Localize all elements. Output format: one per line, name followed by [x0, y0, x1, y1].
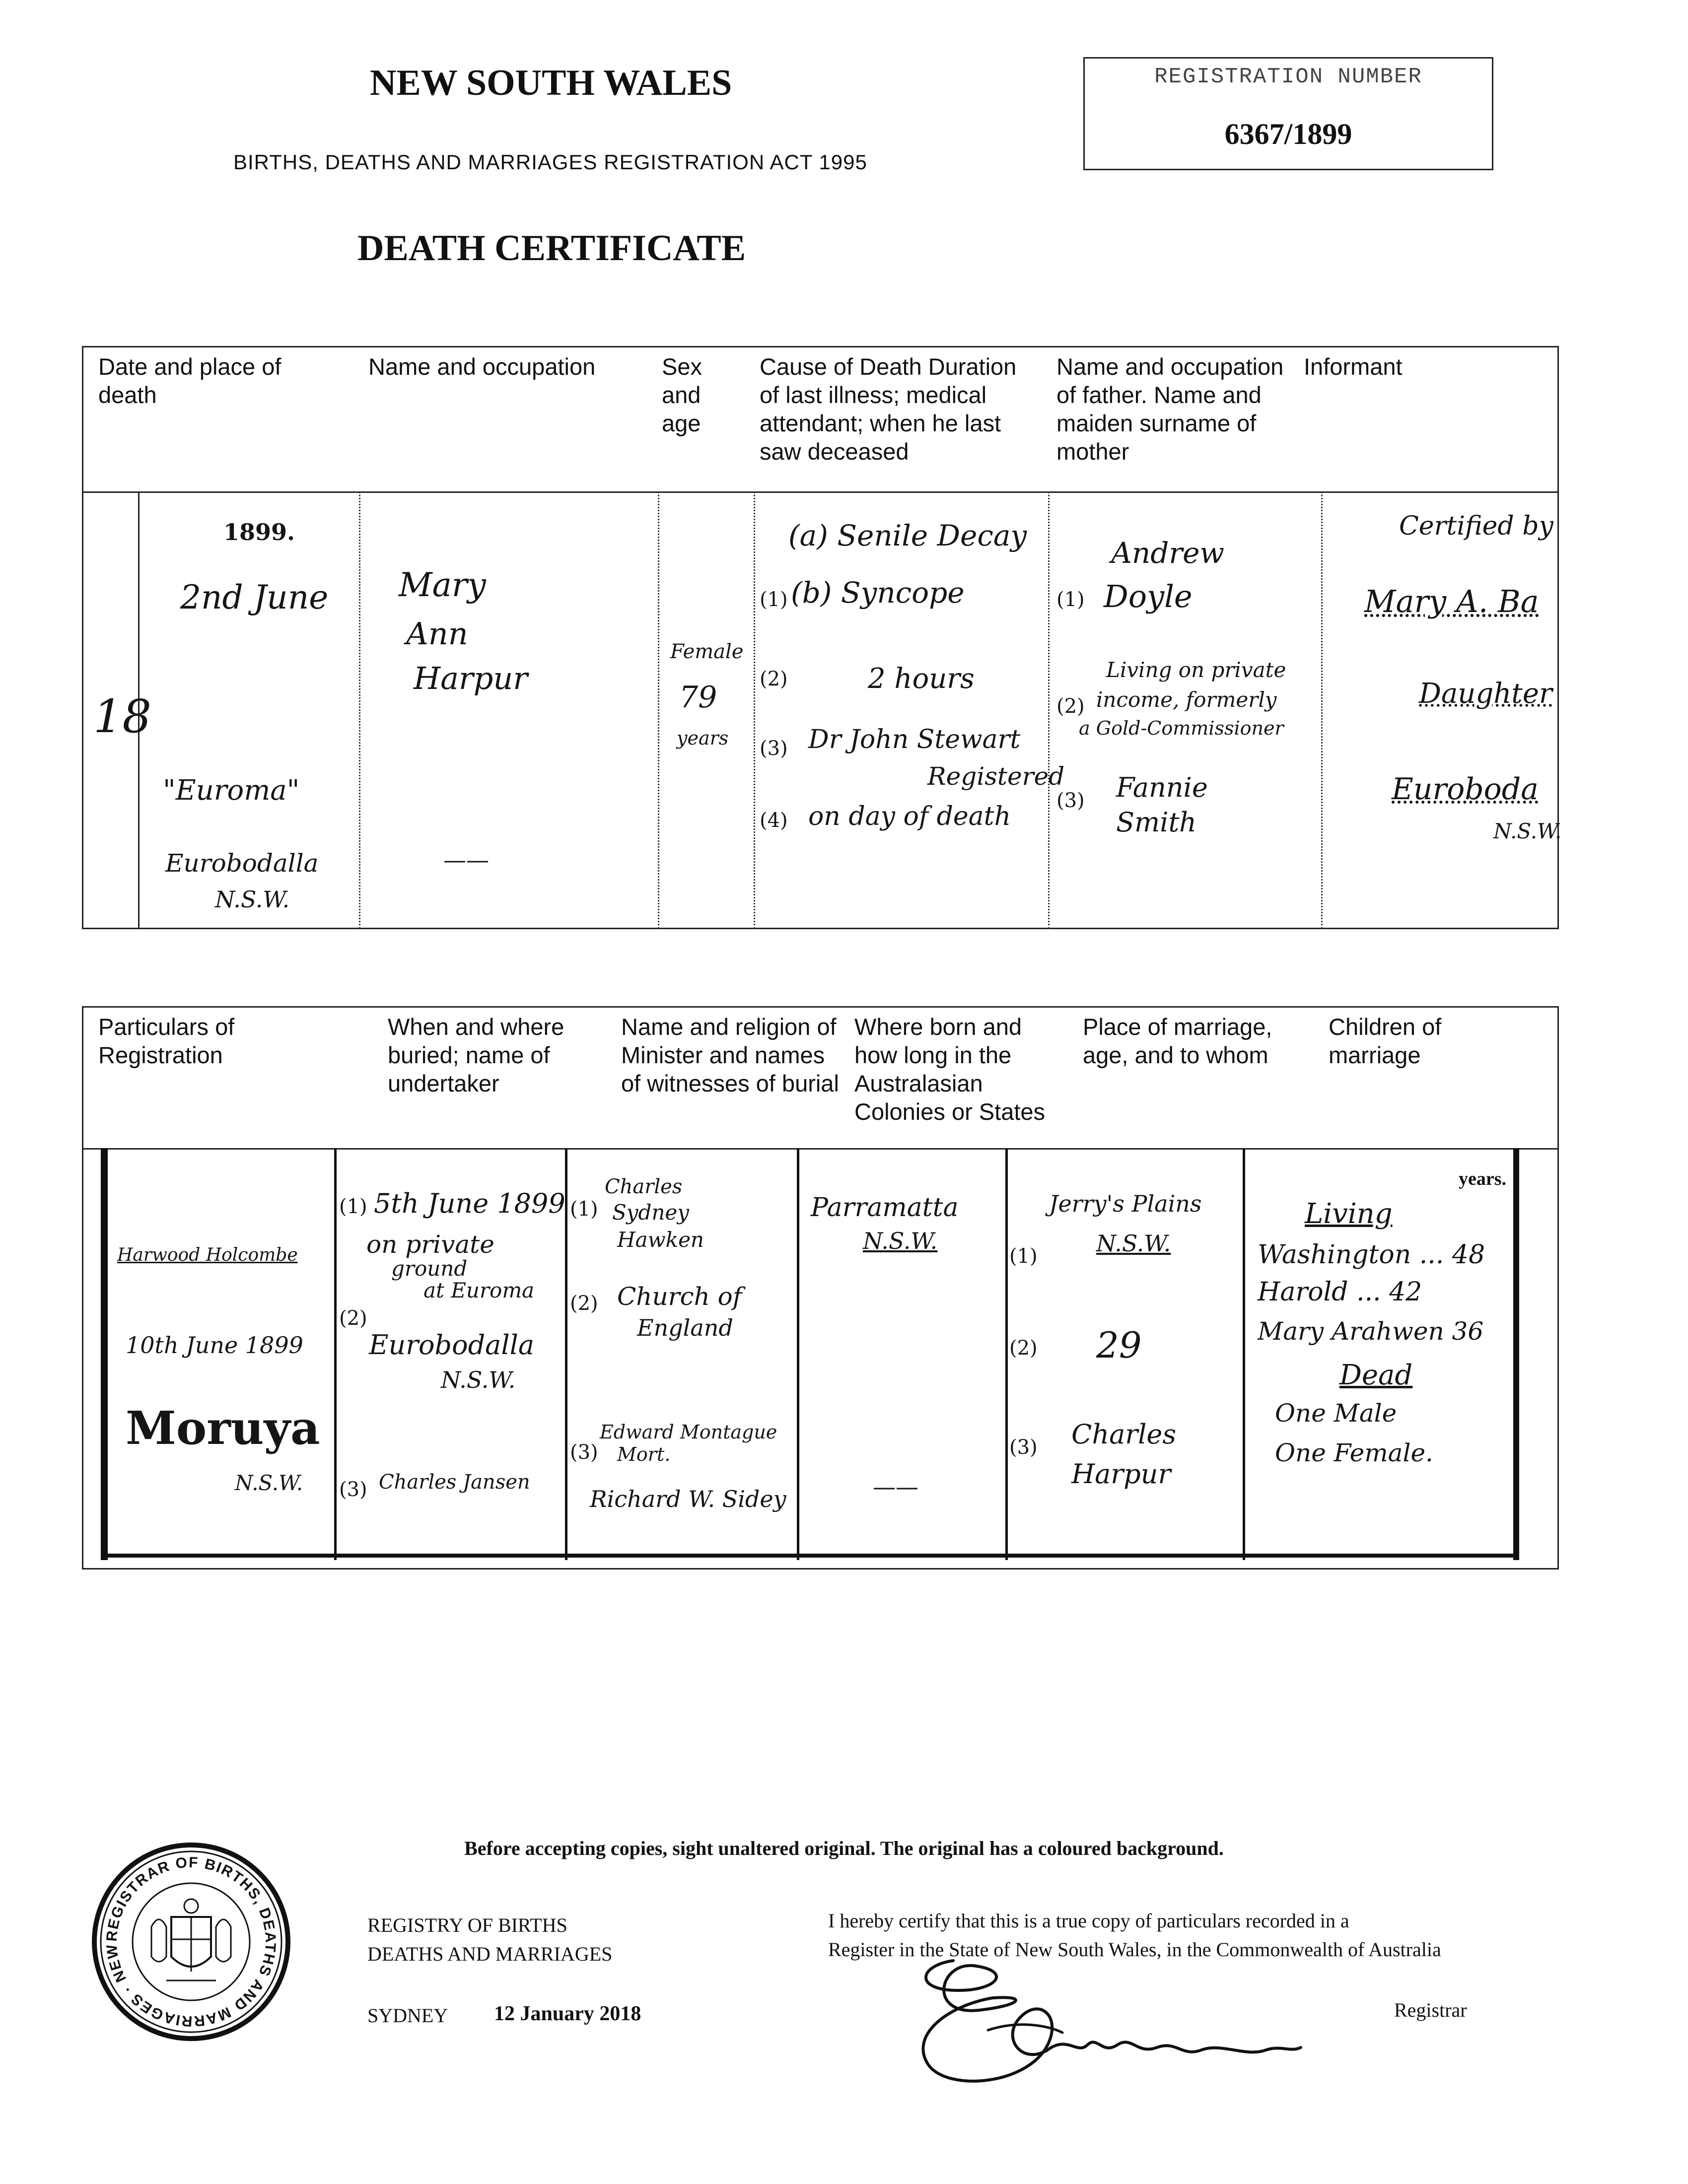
deceased-sex: Female [670, 640, 744, 663]
witness-2: Richard W. Sidey [590, 1486, 786, 1512]
marriage-number-2: (2) [1009, 1337, 1038, 1360]
registry-name-line2: DEATHS AND MARRIAGES [367, 1943, 613, 1965]
issue-city: SYDNEY [367, 2004, 448, 2027]
header-children: Children of marriage [1329, 1014, 1442, 1068]
registration-number-value: 6367/1899 [1224, 118, 1352, 150]
death-place-district: Eurobodalla [165, 849, 319, 878]
deceased-name-first: Mary [399, 566, 486, 604]
deceased-occupation: —— [443, 846, 489, 873]
dead-child-2: One Female. [1275, 1438, 1433, 1467]
death-details-table [82, 346, 1562, 929]
witness-1-line1: Edward Montague [600, 1421, 777, 1443]
burial-place-line3: at Euroma [423, 1278, 535, 1302]
issue-date: 12 January 2018 [494, 2002, 641, 2025]
children-living-label: Living [1305, 1198, 1393, 1230]
religion-line2: England [637, 1314, 733, 1341]
religion-line1: Church of [617, 1282, 742, 1311]
burial-number-2: (2) [339, 1307, 367, 1330]
duration-number: (2) [760, 668, 788, 690]
minister-name-line3: Hawken [617, 1228, 704, 1252]
informant-state: N.S.W. [1493, 819, 1562, 843]
death-place-house: "Euroma" [163, 774, 300, 807]
undertaker-name: Charles Jansen [379, 1471, 530, 1494]
registration-burial-table [82, 1006, 1559, 1570]
registrar-signature: Harwood Holcombe [117, 1245, 298, 1265]
registration-place: Moruya [126, 1401, 320, 1455]
entry-number: 18 [93, 690, 152, 743]
birthplace-line2: N.S.W. [863, 1228, 938, 1254]
registration-number-label: REGISTRATION NUMBER [1154, 65, 1422, 89]
minister-name-line2: Sydney [612, 1200, 690, 1225]
dead-child-1: One Male [1275, 1399, 1397, 1428]
burial-place-line1: on private [366, 1230, 494, 1259]
informant-certified: Certified by [1399, 511, 1553, 541]
children-years-label: years. [1459, 1168, 1507, 1189]
registration-number-box [1083, 57, 1493, 170]
father-first-name: Andrew [1111, 536, 1225, 570]
marriage-place-line1: Jerry's Plains [1049, 1190, 1202, 1217]
registration-state: N.S.W. [235, 1471, 303, 1495]
seal-text: REGISTRAR OF BIRTHS, DEATHS AND MARRIAGES · NEW [103, 1854, 279, 2030]
father-occupation-line3: a Gold-Commissioner [1079, 717, 1284, 739]
marriage-number-3: (3) [1009, 1436, 1038, 1459]
document-type-title: DEATH CERTIFICATE [357, 228, 746, 269]
registry-name-line1: REGISTRY OF BIRTHS [367, 1914, 567, 1936]
marriage-age: 29 [1096, 1324, 1142, 1366]
header-name-occupation: Name and occupation [368, 353, 596, 380]
last-saw-deceased: on day of death [808, 802, 1011, 831]
father-surname: Doyle [1104, 578, 1193, 614]
spouse-surname: Harpur [1071, 1458, 1171, 1490]
burial-place-district: Eurobodalla [369, 1329, 535, 1361]
father-occupation-line1: Living on private [1106, 658, 1286, 682]
register-entry-scan-2 [83, 1148, 1557, 1570]
svg-text:REGISTRAR OF BIRTHS, DEATHS AN [92, 1843, 279, 2029]
cause-number-1: (1) [760, 588, 788, 611]
deceased-age-unit: years [677, 727, 729, 749]
attendant-number: (3) [760, 737, 788, 760]
informant-residence: Euroboda [1392, 772, 1539, 807]
header-burial: When and where buried; name of undertaker [388, 1014, 564, 1096]
attendant-status: Registered [927, 762, 1065, 791]
registrar-seal [92, 1843, 290, 2041]
spouse-first-name: Charles [1071, 1419, 1177, 1450]
marriage-place-line2: N.S.W. [1096, 1230, 1171, 1257]
time-in-colonies: —— [873, 1473, 918, 1500]
burial-number-1: (1) [339, 1195, 367, 1218]
burial-number-3: (3) [339, 1478, 367, 1501]
death-date: 2nd June [180, 578, 329, 616]
header-parents: Name and occupation of father. Name and maiden surname of mother [1056, 353, 1284, 465]
document-state-title: NEW SOUTH WALES [370, 63, 732, 103]
death-place-state: N.S.W. [215, 886, 290, 913]
children-dead-label: Dead [1339, 1359, 1413, 1391]
act-subtitle: BIRTHS, DEATHS AND MARRIAGES REGISTRATION ACT 1995 [233, 150, 867, 174]
header-cause-of-death: Cause of Death Duration of last illness; medical attendant; when he last saw deceased [760, 353, 1017, 465]
child-2: Harold ... 42 [1258, 1277, 1422, 1307]
authenticity-note: Before accepting copies, sight unaltered original. The original has a coloured background. [464, 1837, 1224, 1859]
illness-duration: 2 hours [868, 663, 975, 695]
last-saw-number: (4) [760, 809, 788, 832]
burial-date: 5th June 1899 [374, 1188, 565, 1219]
deceased-name-last: Harpur [414, 660, 528, 696]
witness-1-line2: Mort. [617, 1443, 671, 1465]
registration-date: 10th June 1899 [126, 1332, 303, 1359]
death-year: 1899. [223, 519, 295, 546]
witness-number: (3) [570, 1441, 598, 1464]
minister-number: (1) [570, 1198, 598, 1221]
cause-of-death-b: (b) Syncope [791, 576, 965, 610]
minister-name-line1: Charles [605, 1175, 683, 1198]
father-number: (1) [1056, 588, 1085, 611]
father-occupation-line2: income, formerly [1096, 687, 1277, 712]
religion-number: (2) [570, 1292, 598, 1315]
burial-place-state: N.S.W. [441, 1366, 516, 1393]
header-sex-age: Sex and age [662, 353, 702, 436]
mother-first-name: Fannie [1116, 772, 1208, 803]
marriage-number-1: (1) [1009, 1245, 1038, 1268]
register-entry-scan [83, 491, 1562, 929]
birthplace-line1: Parramatta [811, 1193, 959, 1223]
mother-surname: Smith [1116, 807, 1196, 838]
header-informant: Informant [1304, 353, 1403, 380]
informant-name: Mary A. Ba [1364, 583, 1539, 619]
certification-line2: Register in the State of New South Wales, in the Commonwealth of Australia [828, 1938, 1441, 1961]
header-minister-witnesses: Name and religion of Minister and names of witnesses of burial [621, 1014, 839, 1096]
informant-relationship: Daughter [1419, 678, 1552, 710]
father-occupation-number: (2) [1056, 695, 1085, 718]
header-particulars-registration: Particulars of Registration [98, 1014, 235, 1068]
deceased-name-middle: Ann [406, 615, 468, 652]
mother-number: (3) [1056, 789, 1085, 812]
registrar-signature-image [899, 1951, 1306, 2095]
medical-attendant: Dr John Stewart [808, 725, 1021, 754]
registrar-title: Registrar [1394, 1999, 1467, 2021]
cause-of-death-a: (a) Senile Decay [788, 519, 1027, 552]
header-birthplace: Where born and how long in the Australasian Colonies or States [854, 1014, 1046, 1125]
child-1: Washington ... 48 [1258, 1240, 1485, 1270]
header-date-place-of-death: Date and place of death [98, 353, 281, 408]
header-marriage: Place of marriage, age, and to whom [1083, 1014, 1272, 1068]
certification-line1: I hereby certify that this is a true copy of particulars recorded in a [828, 1910, 1349, 1932]
burial-place-line2: ground [391, 1256, 468, 1281]
child-3: Mary Arahwen 36 [1258, 1317, 1484, 1346]
deceased-age: 79 [679, 680, 717, 715]
